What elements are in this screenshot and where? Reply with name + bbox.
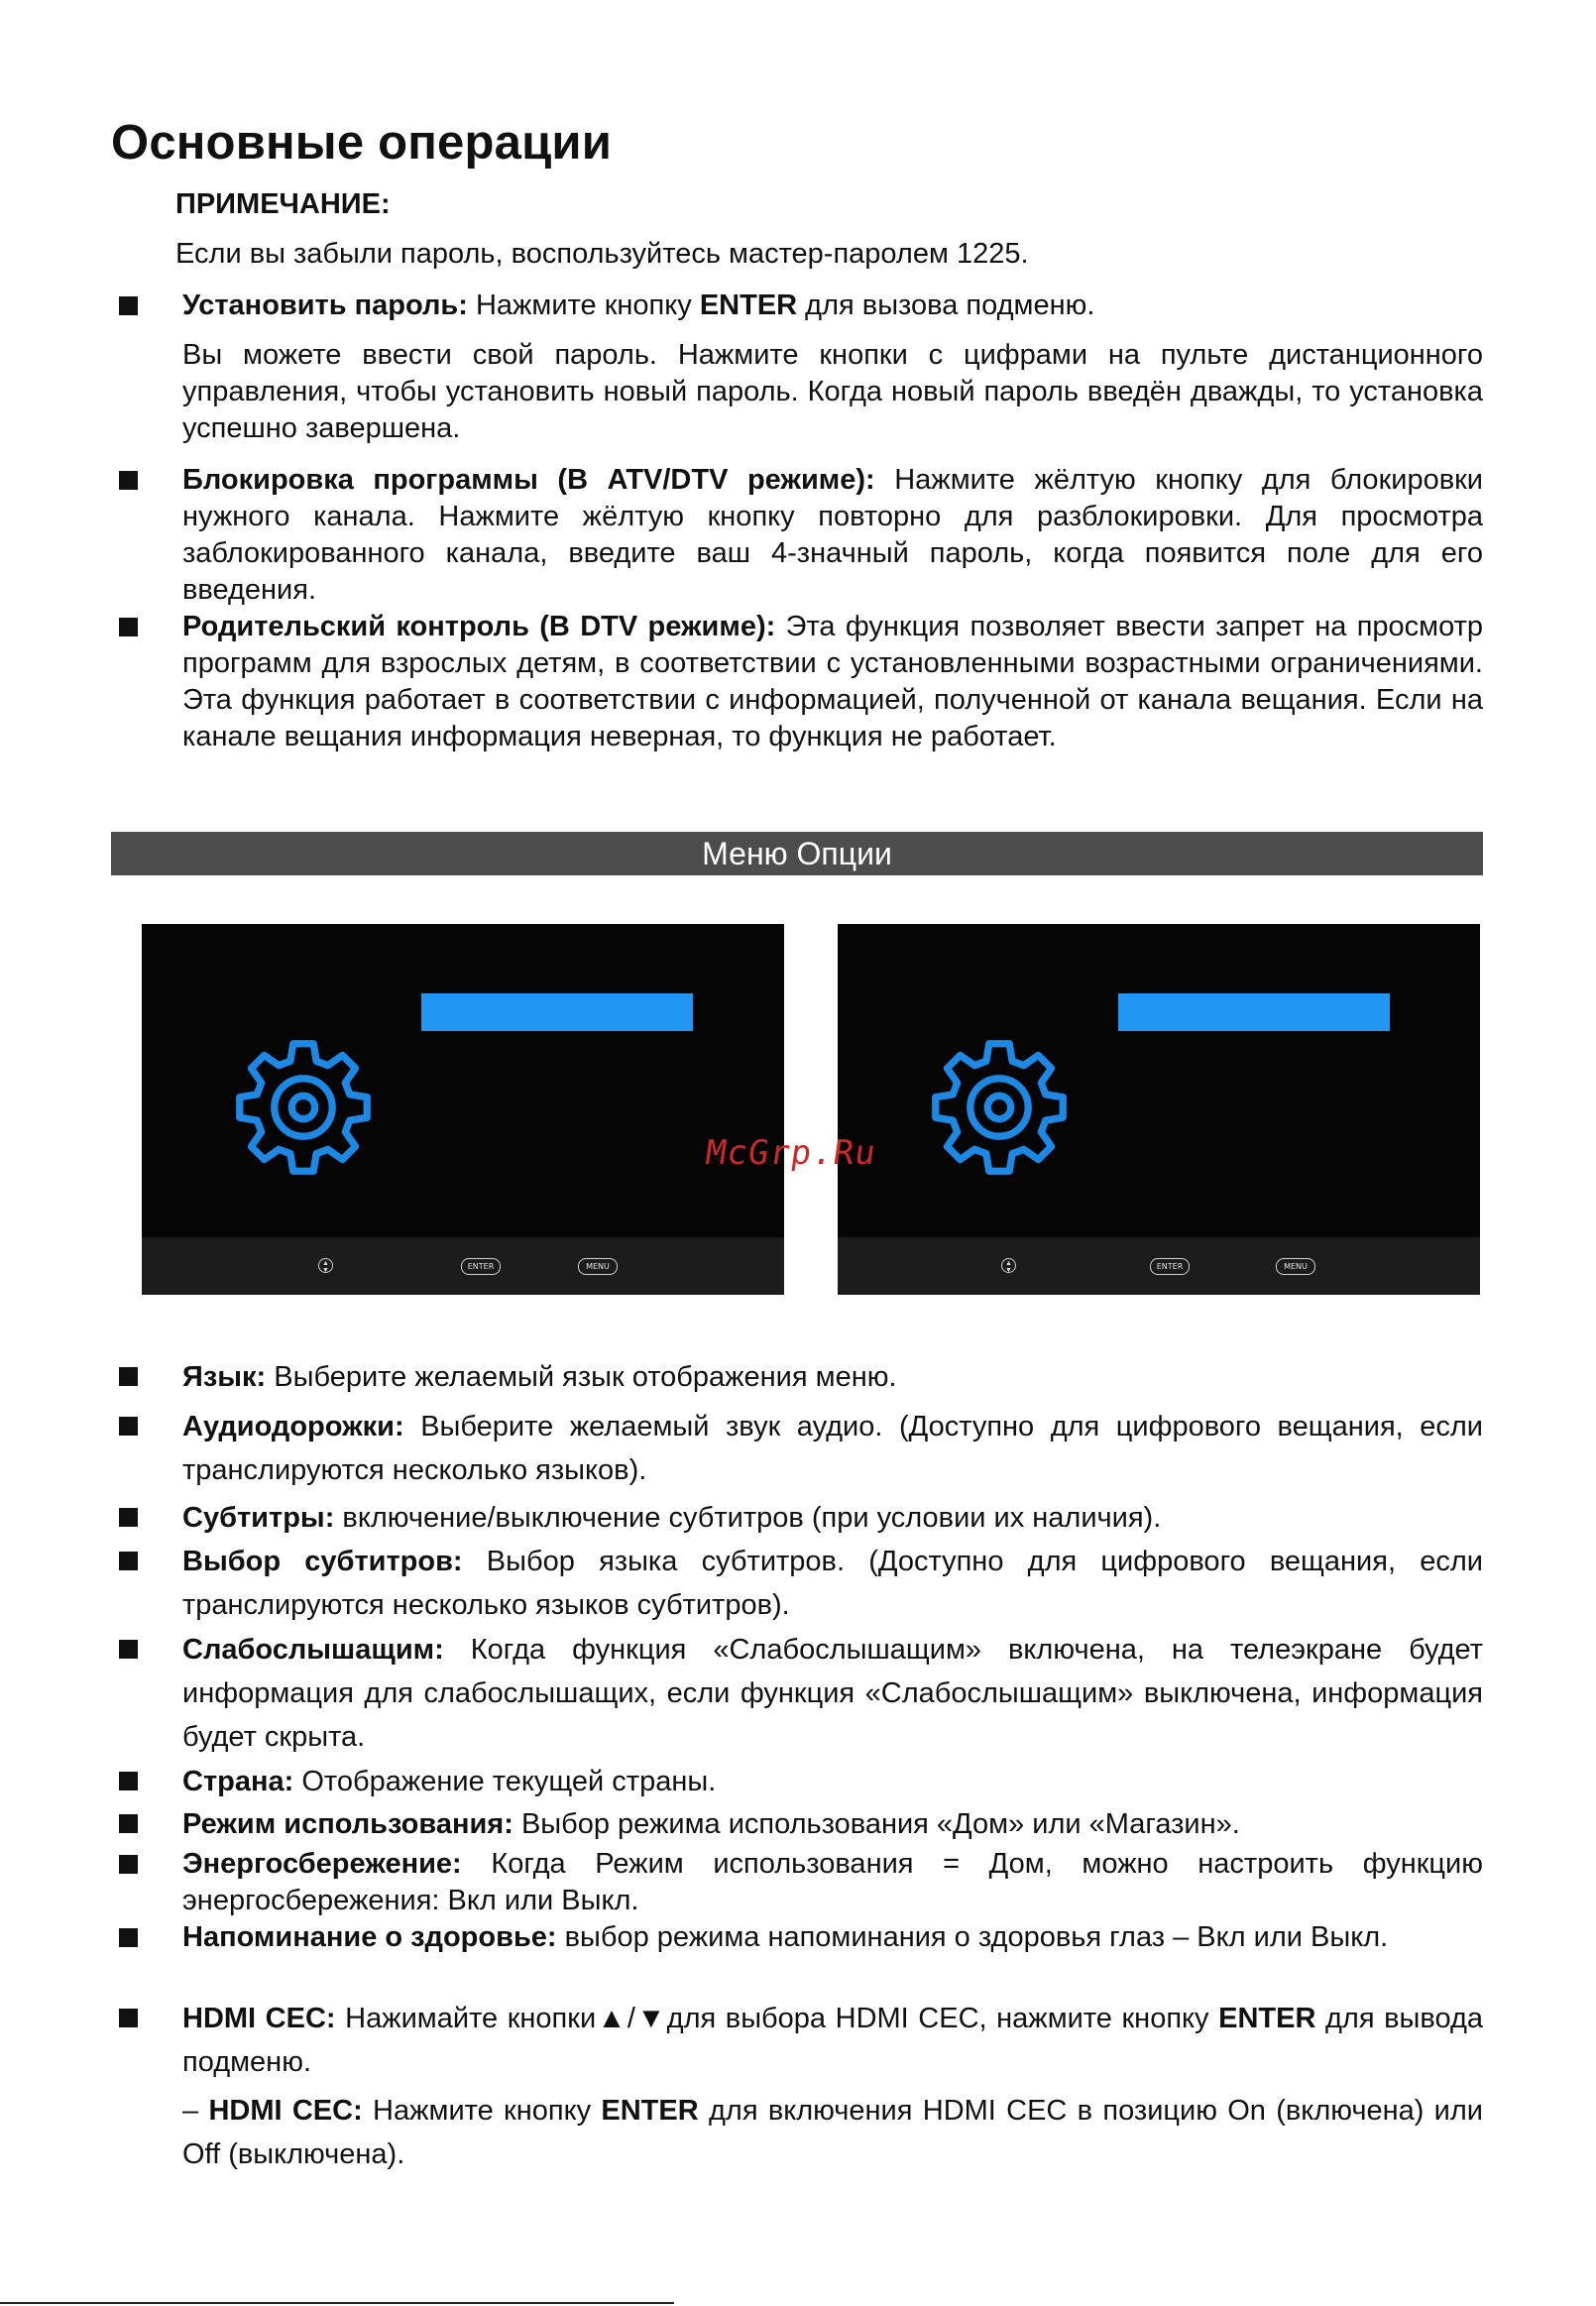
item-text: Нажимайте кнопки▲/▼для выбора HDMI CEC, нажмите кнопку [335,2003,1219,2034]
item-text: Когда функция «Слабослышащим» включена, на телеэкране будет информация для слабослышащих, если функция «Слабослышащим» выключена, информация будет скрыта. [182,1634,1483,1753]
enter-key-icon: ENTER [1150,1258,1190,1275]
item-text: Выбор режима использования «Дом» или «Магазин». [513,1808,1240,1840]
item-text: Эта функция позволяет ввести запрет на просмотр программ для взрослых детям, в соответствии с установленными возрастными ограничениями. Эта функция работает в соответствии с информацией, полученной от канала вещания. Если на канале вещания информация неверная, то функция не работает. [182,611,1483,752]
menu-highlight-bar [1118,993,1390,1031]
item-label: Установить пароль: [182,289,468,321]
item-text: для включения HDMI CEC в позицию On (включена) или Off (выключена). [182,2095,1484,2170]
list-item-energy-saving [182,1846,1483,1919]
item-text: включение/выключение субтитров (при условии их наличия). [334,1502,1162,1534]
up-down-arrows-icon: ▲ ▼ [1001,1258,1016,1273]
list-item-usage-mode [182,1802,1483,1846]
item-label: Страна: [182,1766,294,1797]
key-label: ENTER [1218,2003,1316,2034]
list-item-subtitle-language [182,1540,1483,1627]
item-label: Энергосбережение: [182,1848,462,1880]
item-text: Когда Режим использования = Дом, можно настроить функцию энергосбережения: Вкл или Выкл. [182,1848,1483,1916]
bullet-square [119,1640,138,1659]
key-label: ENTER [601,2095,699,2127]
item-text: Выберите желаемый язык отображения меню. [266,1361,897,1393]
bullet-square [119,1855,138,1874]
item-text: Нажмите кнопку [362,2095,602,2127]
item-text: Выбор языка субтитров. (Доступно для цифрового вещания, если транслируются несколько языков субтитров). [182,1546,1483,1621]
item-text: Нажмите кнопку [467,289,700,321]
item-text: Нажмите жёлтую кнопку для блокировки нужного канала. Нажмите жёлтую кнопку повторно для разблокировки. Для просмотра заблокированного канала, введите ваш 4-значный пароль, когда появится поле для его введения. [182,464,1484,606]
item-label: Слабослышащим: [182,1634,444,1666]
menu-content-area [838,924,1480,1237]
note-text: Если вы забыли пароль, воспользуйтесь мастер-паролем 1225. [175,238,1029,270]
item-text: выбор режима напоминания о здоровья глаз – Вкл или Выкл. [556,1921,1389,1953]
item-dash: – [182,2095,209,2127]
list-item-health-reminder [182,1919,1483,1956]
bullet-square [119,1814,138,1833]
menu-footer [838,1237,1480,1295]
item-text: Отображение текущей страны. [293,1766,717,1797]
list-item-hard-of-hearing [182,1628,1483,1759]
list-item-program-lock [182,462,1483,609]
enter-key-icon: ENTER [461,1258,501,1275]
up-down-arrows-icon: ▲ ▼ [318,1258,333,1273]
bullet-square [119,1928,138,1947]
footer-rule [0,2302,674,2304]
item-label: Выбор субтитров: [182,1546,463,1577]
note-heading: ПРИМЕЧАНИЕ: [175,188,391,220]
key-label: ENTER [699,289,798,321]
bullet-square [119,296,138,315]
page-title: Основные операции [111,116,613,170]
section-title-bar: Меню Опции [111,832,1483,875]
item-label: HDMI CEC: [208,2095,363,2127]
item-label: Язык: [182,1361,267,1393]
bullet-square [119,471,138,490]
list-item-hdmi-cec [182,1997,1483,2084]
gear-icon [927,1035,1072,1180]
item-text: Выберите желаемый звук аудио. (Доступно для цифрового вещания, если транслируются несколько языков). [182,1411,1483,1486]
bullet-square [119,2009,138,2027]
menu-footer [142,1237,784,1295]
bullet-square [119,1772,138,1790]
item-label: Режим использования: [182,1808,513,1840]
gear-icon [231,1035,376,1180]
list-item-subtitles [182,1496,1483,1540]
bullet-square [119,1417,138,1436]
menu-content-area [142,924,784,1237]
item-label: Аудиодорожки: [182,1411,404,1442]
list-item-parental-control [182,609,1483,755]
bullet-square [119,1552,138,1570]
menu-key-icon: MENU [1276,1258,1315,1275]
list-item-hdmi-cec-sub [182,2089,1483,2176]
item-label: Субтитры: [182,1502,335,1534]
item-label: Напоминание о здоровье: [182,1921,557,1953]
list-item-password-details [182,337,1483,447]
bullet-square [119,1367,138,1386]
bullet-square [119,618,138,636]
menu-key-icon: MENU [578,1258,618,1275]
item-text: Вы можете ввести свой пароль. Нажмите кнопки с цифрами на пульте дистанционного управления, чтобы установить новый пароль. Когда новый пароль введён дважды, то установка успешно завершена. [182,339,1483,444]
item-label: Блокировка программы (В ATV/DTV режиме): [182,464,875,496]
item-text: для вывода подменю. [182,2003,1483,2078]
watermark: McGrp.Ru [703,1133,879,1173]
item-label: Родительский контроль (В DTV режиме): [182,611,776,642]
tv-menu-screenshot-left [142,924,784,1295]
bullet-square [119,1508,138,1527]
list-item-country [182,1760,1483,1803]
list-item-language [182,1355,1483,1399]
item-label: HDMI CEC: [182,2003,336,2034]
item-text: для вызова подменю. [797,289,1095,321]
tv-menu-screenshot-right [838,924,1480,1295]
menu-highlight-bar [421,993,693,1031]
list-item-audio-tracks [182,1405,1483,1492]
list-item-set-password [182,288,1483,324]
